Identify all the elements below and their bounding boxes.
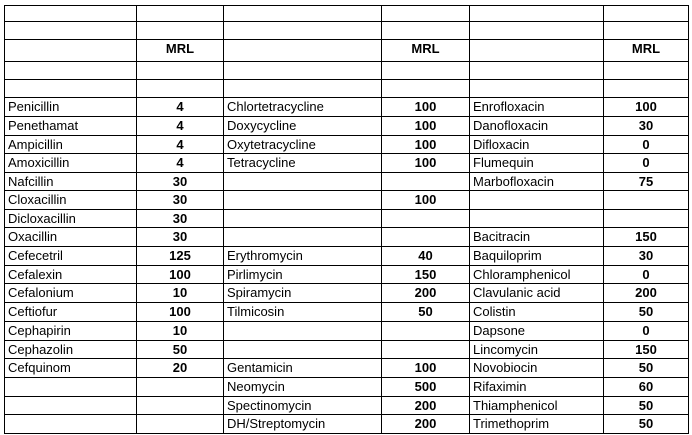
mrl-value-cell[interactable]: 30 xyxy=(137,173,224,191)
empty-cell[interactable] xyxy=(604,5,689,22)
mrl-value-cell[interactable]: 0 xyxy=(604,154,689,173)
substance-name-cell[interactable]: Chlortetracycline xyxy=(224,98,382,117)
mrl-value-cell[interactable]: 4 xyxy=(137,136,224,154)
empty-cell[interactable] xyxy=(224,40,382,62)
mrl-value-cell[interactable]: 100 xyxy=(382,154,470,173)
empty-cell[interactable] xyxy=(4,62,137,80)
substance-name-cell[interactable]: Penicillin xyxy=(4,98,137,117)
mrl-value-cell[interactable] xyxy=(382,341,470,359)
empty-cell[interactable] xyxy=(4,22,137,40)
substance-name-cell[interactable]: Ampicillin xyxy=(4,136,137,154)
empty-cell[interactable] xyxy=(470,62,604,80)
mrl-value-cell[interactable]: 10 xyxy=(137,284,224,303)
mrl-value-cell[interactable]: 75 xyxy=(604,173,689,191)
substance-name-cell[interactable]: Cefalonium xyxy=(4,284,137,303)
empty-cell[interactable] xyxy=(382,62,470,80)
substance-name-cell[interactable]: Penethamat xyxy=(4,117,137,136)
empty-cell[interactable] xyxy=(137,62,224,80)
empty-cell[interactable] xyxy=(470,22,604,40)
mrl-header-cell[interactable]: MRL xyxy=(137,40,224,62)
substance-name-cell[interactable]: Spectinomycin xyxy=(224,397,382,415)
substance-name-cell[interactable] xyxy=(224,173,382,191)
empty-cell[interactable] xyxy=(470,5,604,22)
substance-name-cell[interactable]: Clavulanic acid xyxy=(470,284,604,303)
substance-name-cell[interactable]: Cephazolin xyxy=(4,341,137,359)
substance-name-cell[interactable]: Cloxacillin xyxy=(4,191,137,210)
substance-name-cell[interactable]: Danofloxacin xyxy=(470,117,604,136)
substance-name-cell[interactable]: Dicloxacillin xyxy=(4,210,137,228)
substance-name-cell[interactable]: Cefalexin xyxy=(4,266,137,284)
empty-cell[interactable] xyxy=(604,62,689,80)
mrl-value-cell[interactable]: 150 xyxy=(604,341,689,359)
substance-name-cell[interactable] xyxy=(470,191,604,210)
mrl-value-cell[interactable]: 30 xyxy=(604,247,689,266)
substance-name-cell[interactable]: Ceftiofur xyxy=(4,303,137,322)
substance-name-cell[interactable] xyxy=(4,397,137,415)
mrl-value-cell[interactable]: 10 xyxy=(137,322,224,341)
substance-name-cell[interactable]: Pirlimycin xyxy=(224,266,382,284)
empty-cell[interactable] xyxy=(137,5,224,22)
empty-cell[interactable] xyxy=(4,80,137,98)
mrl-value-cell[interactable]: 100 xyxy=(604,98,689,117)
substance-name-cell[interactable]: Enrofloxacin xyxy=(470,98,604,117)
substance-name-cell[interactable]: Neomycin xyxy=(224,378,382,397)
mrl-value-cell[interactable]: 30 xyxy=(137,210,224,228)
mrl-value-cell[interactable]: 500 xyxy=(382,378,470,397)
empty-cell[interactable] xyxy=(224,62,382,80)
mrl-value-cell[interactable]: 30 xyxy=(604,117,689,136)
mrl-value-cell[interactable]: 200 xyxy=(604,284,689,303)
substance-name-cell[interactable] xyxy=(4,415,137,434)
substance-name-cell[interactable]: Oxytetracycline xyxy=(224,136,382,154)
mrl-value-cell[interactable]: 50 xyxy=(382,303,470,322)
empty-cell[interactable] xyxy=(382,80,470,98)
mrl-value-cell[interactable]: 100 xyxy=(382,191,470,210)
mrl-header-cell[interactable]: MRL xyxy=(604,40,689,62)
substance-name-cell[interactable]: Nafcillin xyxy=(4,173,137,191)
mrl-value-cell[interactable]: 30 xyxy=(137,191,224,210)
mrl-value-cell[interactable]: 100 xyxy=(137,303,224,322)
substance-name-cell[interactable] xyxy=(224,191,382,210)
mrl-header-cell[interactable]: MRL xyxy=(382,40,470,62)
substance-name-cell[interactable]: Doxycycline xyxy=(224,117,382,136)
substance-name-cell[interactable]: Bacitracin xyxy=(470,228,604,247)
substance-name-cell[interactable] xyxy=(224,322,382,341)
mrl-value-cell[interactable]: 50 xyxy=(604,415,689,434)
mrl-value-cell[interactable] xyxy=(382,210,470,228)
substance-name-cell[interactable]: Tilmicosin xyxy=(224,303,382,322)
mrl-value-cell[interactable]: 40 xyxy=(382,247,470,266)
mrl-value-cell[interactable]: 50 xyxy=(137,341,224,359)
substance-name-cell[interactable]: Rifaximin xyxy=(470,378,604,397)
substance-name-cell[interactable] xyxy=(224,341,382,359)
empty-cell[interactable] xyxy=(224,22,382,40)
mrl-value-cell[interactable] xyxy=(137,378,224,397)
substance-name-cell[interactable]: Gentamicin xyxy=(224,359,382,378)
mrl-value-cell[interactable]: 200 xyxy=(382,284,470,303)
empty-cell[interactable] xyxy=(604,22,689,40)
substance-name-cell[interactable]: Cefecetril xyxy=(4,247,137,266)
substance-name-cell[interactable]: Colistin xyxy=(470,303,604,322)
substance-name-cell[interactable]: Difloxacin xyxy=(470,136,604,154)
mrl-value-cell[interactable]: 4 xyxy=(137,98,224,117)
substance-name-cell[interactable]: Amoxicillin xyxy=(4,154,137,173)
empty-cell[interactable] xyxy=(382,5,470,22)
mrl-value-cell[interactable]: 100 xyxy=(382,359,470,378)
mrl-value-cell[interactable]: 200 xyxy=(382,415,470,434)
substance-name-cell[interactable]: DH/Streptomycin xyxy=(224,415,382,434)
mrl-value-cell[interactable]: 50 xyxy=(604,397,689,415)
empty-cell[interactable] xyxy=(224,5,382,22)
empty-cell[interactable] xyxy=(604,80,689,98)
substance-name-cell[interactable]: Oxacillin xyxy=(4,228,137,247)
substance-name-cell[interactable]: Lincomycin xyxy=(470,341,604,359)
substance-name-cell[interactable]: Tetracycline xyxy=(224,154,382,173)
substance-name-cell[interactable]: Marbofloxacin xyxy=(470,173,604,191)
empty-cell[interactable] xyxy=(137,22,224,40)
substance-name-cell[interactable]: Cephapirin xyxy=(4,322,137,341)
mrl-value-cell[interactable] xyxy=(382,322,470,341)
mrl-value-cell[interactable]: 200 xyxy=(382,397,470,415)
substance-name-cell[interactable]: Spiramycin xyxy=(224,284,382,303)
mrl-value-cell[interactable]: 50 xyxy=(604,359,689,378)
substance-name-cell[interactable]: Erythromycin xyxy=(224,247,382,266)
mrl-value-cell[interactable]: 0 xyxy=(604,266,689,284)
substance-name-cell[interactable]: Thiamphenicol xyxy=(470,397,604,415)
mrl-value-cell[interactable]: 60 xyxy=(604,378,689,397)
mrl-value-cell[interactable]: 4 xyxy=(137,117,224,136)
substance-name-cell[interactable]: Baquiloprim xyxy=(470,247,604,266)
mrl-value-cell[interactable]: 125 xyxy=(137,247,224,266)
empty-cell[interactable] xyxy=(470,40,604,62)
mrl-value-cell[interactable]: 100 xyxy=(137,266,224,284)
mrl-value-cell[interactable]: 50 xyxy=(604,303,689,322)
substance-name-cell[interactable]: Novobiocin xyxy=(470,359,604,378)
empty-cell[interactable] xyxy=(4,5,137,22)
mrl-value-cell[interactable]: 30 xyxy=(137,228,224,247)
mrl-value-cell[interactable]: 100 xyxy=(382,136,470,154)
mrl-value-cell[interactable] xyxy=(604,210,689,228)
empty-cell[interactable] xyxy=(470,80,604,98)
substance-name-cell[interactable]: Cefquinom xyxy=(4,359,137,378)
mrl-value-cell[interactable] xyxy=(604,191,689,210)
substance-name-cell[interactable] xyxy=(224,210,382,228)
mrl-value-cell[interactable] xyxy=(382,228,470,247)
mrl-value-cell[interactable] xyxy=(137,397,224,415)
mrl-value-cell[interactable]: 0 xyxy=(604,322,689,341)
substance-name-cell[interactable] xyxy=(4,378,137,397)
substance-name-cell[interactable]: Dapsone xyxy=(470,322,604,341)
mrl-value-cell[interactable]: 100 xyxy=(382,98,470,117)
empty-cell[interactable] xyxy=(137,80,224,98)
substance-name-cell[interactable]: Flumequin xyxy=(470,154,604,173)
empty-cell[interactable] xyxy=(4,40,137,62)
empty-cell[interactable] xyxy=(224,80,382,98)
mrl-value-cell[interactable] xyxy=(382,173,470,191)
mrl-value-cell[interactable]: 20 xyxy=(137,359,224,378)
empty-cell[interactable] xyxy=(382,22,470,40)
mrl-value-cell[interactable]: 0 xyxy=(604,136,689,154)
mrl-value-cell[interactable]: 150 xyxy=(382,266,470,284)
mrl-value-cell[interactable]: 100 xyxy=(382,117,470,136)
substance-name-cell[interactable]: Trimethoprim xyxy=(470,415,604,434)
mrl-value-cell[interactable]: 4 xyxy=(137,154,224,173)
substance-name-cell[interactable] xyxy=(470,210,604,228)
substance-name-cell[interactable] xyxy=(224,228,382,247)
mrl-value-cell[interactable] xyxy=(137,415,224,434)
mrl-value-cell[interactable]: 150 xyxy=(604,228,689,247)
substance-name-cell[interactable]: Chloramphenicol xyxy=(470,266,604,284)
